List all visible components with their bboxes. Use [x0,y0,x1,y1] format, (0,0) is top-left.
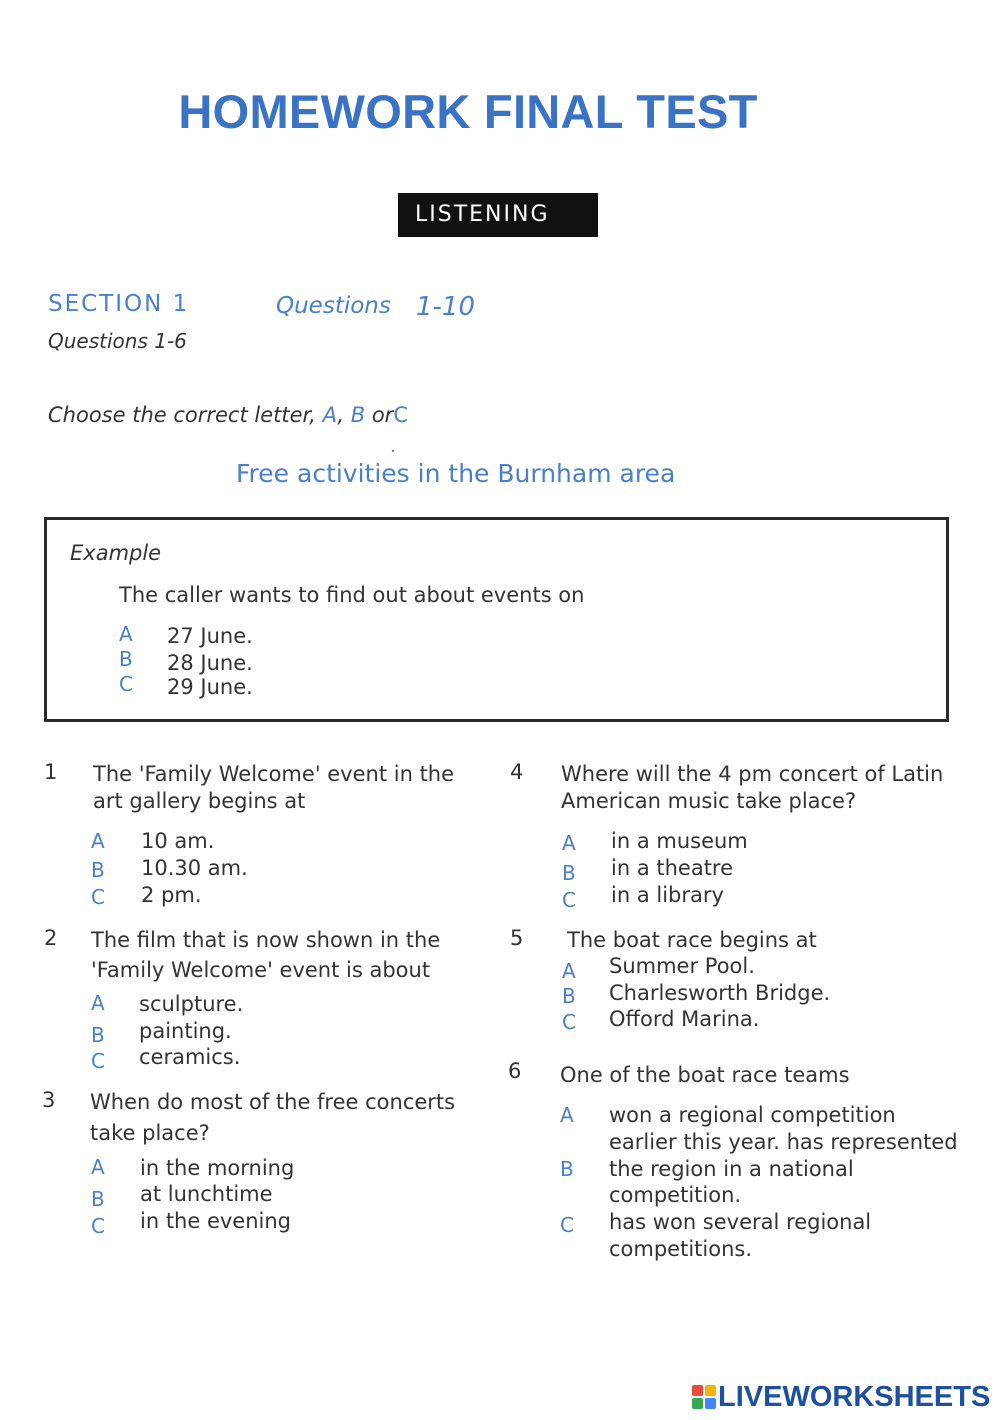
logo-block [705,1385,716,1396]
option-letter: B [560,1157,574,1181]
question-number: 4 [510,760,524,784]
option-letter: C [91,885,105,909]
questions-range: 1-10 [416,292,476,322]
example-option-text: 28 June. [167,651,253,675]
option-letter: A [91,829,105,853]
instruction-prefix: Choose the correct letter, [48,403,323,427]
option-letter: A [91,991,105,1015]
option-letter: B [562,861,576,885]
logo-blocks-icon [692,1385,716,1409]
option-letter: A [562,831,576,855]
example-stem: The caller wants to find out about events on [119,583,585,607]
option-text[interactable]: painting. [139,1019,232,1043]
subheading: Questions 1-6 [48,329,187,353]
questions-label: Questions [276,293,391,319]
instruction-letter-c: C [393,403,408,427]
option-letter: A [562,959,576,983]
option-text[interactable]: in a theatre [611,856,734,880]
example-option-text: 27 June. [167,624,253,648]
option-letter: A [560,1103,574,1127]
question-number: 1 [44,760,58,784]
option-text[interactable]: competitions. [609,1237,753,1261]
option-letter: B [91,1023,105,1047]
listening-badge: LISTENING [398,193,598,237]
option-text[interactable]: at lunchtime [140,1182,273,1206]
option-letter: B [562,984,576,1008]
instruction-sep: , [337,403,351,427]
question-line: The film that is now shown in the [91,928,441,952]
example-option-letter: A [119,622,133,646]
question-line: One of the boat race teams [560,1063,850,1087]
option-letter: C [560,1213,574,1237]
question-line: The 'Family Welcome' event in the [93,762,455,786]
option-letter: B [91,858,105,882]
instruction [48,403,408,427]
option-text[interactable]: ceramics. [139,1045,241,1069]
dot-mark: . [390,436,396,457]
option-letter: C [91,1214,105,1238]
option-text[interactable]: in the evening [140,1209,292,1233]
option-text[interactable]: in a museum [611,829,748,853]
example-option-letter: B [119,647,133,671]
option-text[interactable]: competition. [609,1183,742,1207]
option-text[interactable]: 10 am. [141,829,215,853]
question-line: 'Family Welcome' event is about [91,958,431,982]
question-line: The boat race begins at [567,928,817,952]
question-line: American music take place? [561,789,857,813]
option-text[interactable]: Offord Marina. [609,1007,760,1031]
option-text[interactable]: in the morning [140,1156,295,1180]
question-number: 6 [508,1059,522,1083]
option-letter: B [91,1187,105,1211]
question-number: 3 [42,1088,56,1112]
instruction-letter-a: A [322,403,338,427]
worksheet-heading: Free activities in the Burnham area [236,459,676,488]
option-text[interactable]: the region in a national [609,1157,854,1181]
question-number: 2 [44,926,58,950]
example-option-text: 29 June. [167,675,253,699]
section-label: SECTION 1 [48,291,190,317]
logo-block [692,1385,703,1396]
option-text[interactable]: 2 pm. [141,883,202,907]
example-title: Example [70,541,162,565]
option-text[interactable]: won a regional competition [609,1103,896,1127]
example-option-letter: C [119,672,133,696]
logo-block [692,1398,703,1409]
liveworksheets-logo[interactable] [692,1380,990,1414]
option-text[interactable]: in a library [611,883,724,907]
logo-text: LIVEWORKSHEETS [718,1380,991,1413]
question-number: 5 [510,926,524,950]
option-text[interactable]: has won several regional [609,1210,872,1234]
option-text[interactable]: earlier this year. has represented [609,1130,958,1154]
logo-block [705,1398,716,1409]
option-letter: C [562,1010,576,1034]
option-letter: C [562,888,576,912]
question-line: art gallery begins at [93,789,306,813]
option-text[interactable]: Summer Pool. [609,954,755,978]
question-line: Where will the 4 pm concert of Latin [561,762,944,786]
option-text[interactable]: sculpture. [139,992,244,1016]
option-letter: A [91,1155,105,1179]
instruction-letter-b: B [350,403,366,427]
page-title: HOMEWORK FINAL TEST [178,85,758,138]
option-letter: C [91,1049,105,1073]
option-text[interactable]: 10.30 am. [141,856,248,880]
instruction-or: or [365,403,394,427]
question-line: When do most of the free concerts [90,1090,456,1114]
question-line: take place? [90,1121,210,1145]
option-text[interactable]: Charlesworth Bridge. [609,981,831,1005]
